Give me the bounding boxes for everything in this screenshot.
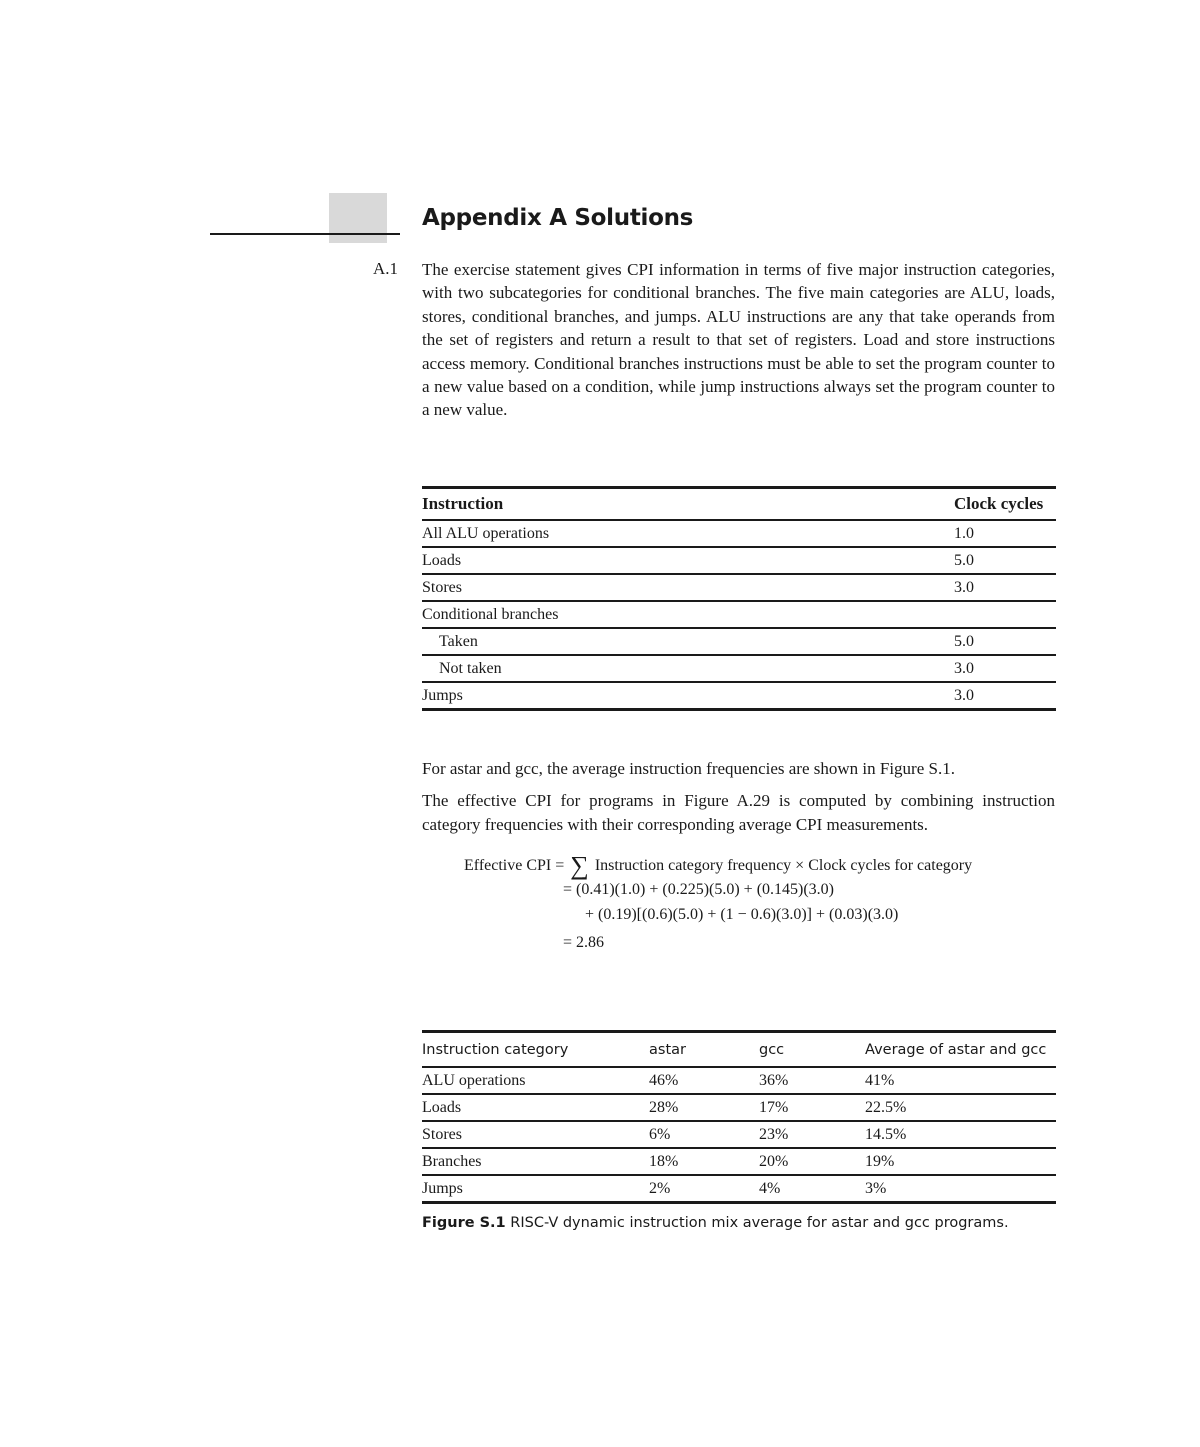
cell-average: 3%	[865, 1179, 887, 1197]
cell-instruction: Jumps	[422, 686, 463, 704]
cell-cycles: 3.0	[954, 655, 1056, 682]
header-instruction: Instruction	[422, 488, 954, 521]
cell-cycles: 3.0	[954, 574, 1056, 601]
cell-instruction: Not taken	[422, 655, 954, 682]
effective-cpi-paragraph: The effective CPI for programs in Figure A.29 is computed by combining instruction category frequencies with their corresponding average CPI measurements.	[422, 791, 1055, 834]
equation-result: = 2.86	[563, 934, 605, 951]
cell-instruction: Stores	[422, 574, 954, 601]
cell-gcc: 36%	[759, 1067, 865, 1094]
cell-astar: 28%	[649, 1094, 759, 1121]
cell-category: Loads	[422, 1094, 649, 1121]
cell-instruction: Loads	[422, 547, 954, 574]
cell-cycles	[954, 601, 1056, 628]
cell-gcc: 17%	[759, 1094, 865, 1121]
cell-cycles: 3.0	[954, 686, 974, 704]
cell-instruction: Taken	[422, 628, 954, 655]
table-header-row	[422, 488, 1056, 521]
equation-lhs: Effective CPI =	[464, 857, 565, 874]
cell-average: 22.5%	[865, 1094, 1056, 1121]
table-row	[422, 1094, 1056, 1121]
cell-gcc: 4%	[759, 1179, 781, 1197]
header-category: Instruction category	[422, 1032, 649, 1068]
table-row	[422, 682, 1056, 710]
cell-average: 41%	[865, 1067, 1056, 1094]
cell-average: 19%	[865, 1148, 1056, 1175]
cell-category: Stores	[422, 1121, 649, 1148]
cell-category: ALU operations	[422, 1067, 649, 1094]
sigma-symbol: ∑	[570, 851, 589, 880]
equation-line-3: + (0.19)[(0.6)(5.0) + (1 − 0.6)(3.0)] + (0.03)(3.0)	[585, 906, 899, 923]
table-row	[422, 1148, 1056, 1175]
table-row	[422, 574, 1056, 601]
cpi-table	[422, 486, 1056, 711]
exercise-number: A.1	[373, 259, 399, 278]
cell-astar: 18%	[649, 1148, 759, 1175]
table-row	[422, 1175, 1056, 1203]
header-clock-cycles: Clock cycles	[954, 488, 1056, 521]
cell-gcc: 23%	[759, 1121, 865, 1148]
frequency-paragraph: For astar and gcc, the average instruction frequencies are shown in Figure S.1.	[422, 759, 955, 778]
table-row	[422, 520, 1056, 547]
table-row	[422, 1067, 1056, 1094]
cell-cycles: 1.0	[954, 520, 1056, 547]
equation-line-2: = (0.41)(1.0) + (0.225)(5.0) + (0.145)(3.0)	[563, 881, 835, 898]
cell-gcc: 20%	[759, 1148, 865, 1175]
cell-astar: 6%	[649, 1121, 759, 1148]
cell-category: Jumps	[422, 1179, 463, 1197]
header-astar: astar	[649, 1032, 759, 1068]
header-average: Average of astar and gcc	[865, 1032, 1056, 1068]
cell-astar: 2%	[649, 1179, 671, 1197]
table-row	[422, 628, 1056, 655]
cell-instruction: All ALU operations	[422, 520, 954, 547]
table-row	[422, 655, 1056, 682]
equation-line-1	[464, 851, 972, 881]
cell-cycles: 5.0	[954, 628, 1056, 655]
table-row	[422, 1121, 1056, 1148]
table-header-row	[422, 1032, 1056, 1068]
equation-rhs: Instruction category frequency × Clock cycles for category	[594, 857, 973, 874]
cell-cycles: 5.0	[954, 547, 1056, 574]
instruction-mix-table	[422, 1030, 1056, 1204]
figure-label: Figure S.1	[422, 1215, 506, 1231]
exercise-intro-paragraph: The exercise statement gives CPI information in terms of five major instruction categories, with two subcategories for conditional branches. The five main categories are ALU, loads, stores, conditional branches, and jumps. ALU instructions are any that take operands from the set of registers and return a result to that set of registers. Load and store instructions access memory. Conditional branches instructions must be able to set the program counter to a new value based on a condition, while jump instructions always set the program counter to a new value.	[422, 260, 1055, 420]
figure-caption	[422, 1215, 1009, 1231]
chapter-tab-block	[329, 193, 387, 243]
header-rule	[210, 233, 400, 235]
cell-astar: 46%	[649, 1067, 759, 1094]
cell-instruction: Conditional branches	[422, 601, 954, 628]
header-gcc: gcc	[759, 1032, 865, 1068]
table-row	[422, 547, 1056, 574]
cell-category: Branches	[422, 1148, 649, 1175]
page-title: Appendix A Solutions	[422, 205, 694, 231]
figure-caption-text: RISC-V dynamic instruction mix average for astar and gcc programs.	[510, 1215, 1009, 1231]
table-row	[422, 601, 1056, 628]
cell-average: 14.5%	[865, 1121, 1056, 1148]
